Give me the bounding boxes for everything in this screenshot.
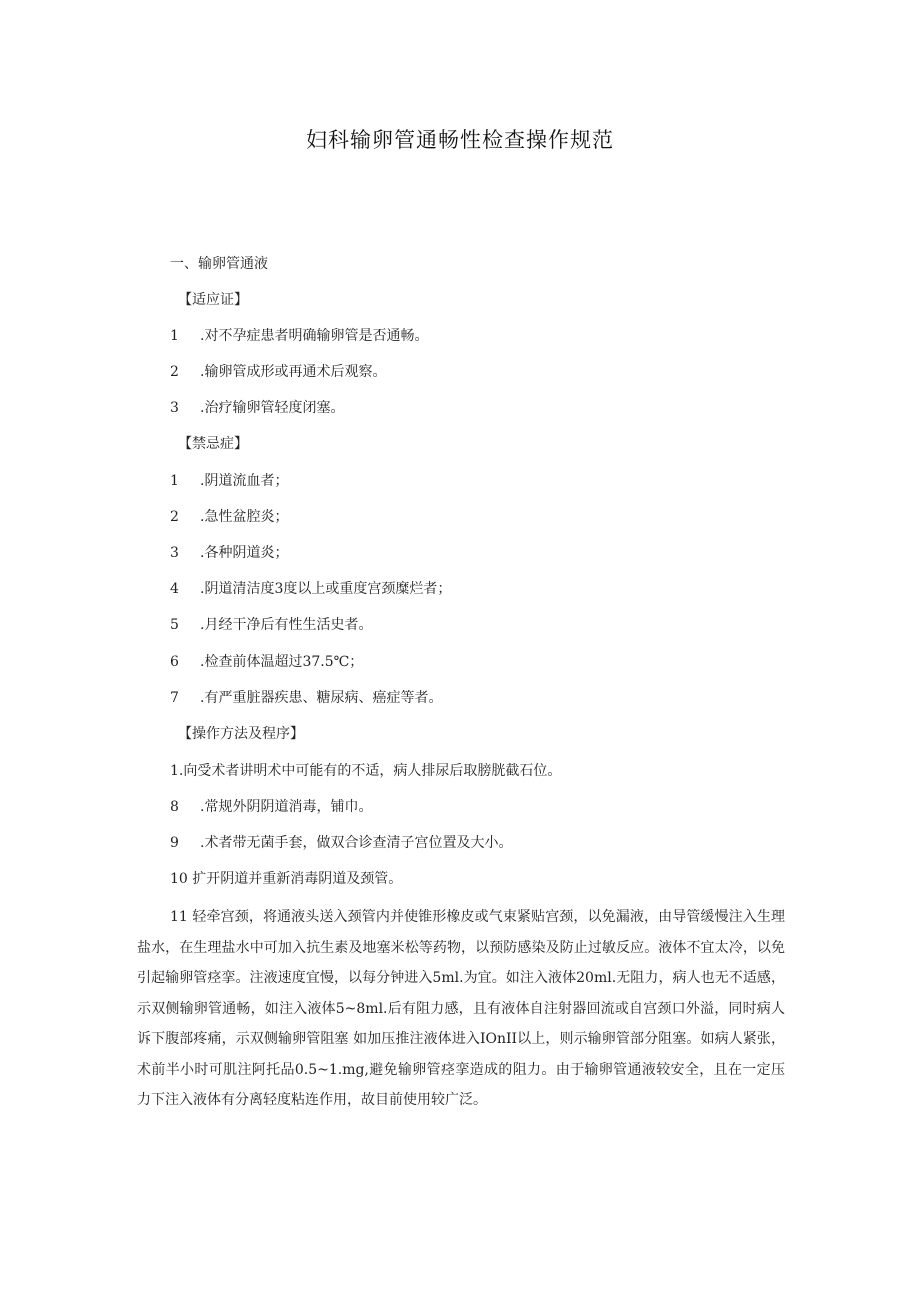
item-number: 3 <box>170 400 179 416</box>
item-number: 2 <box>170 364 179 380</box>
procedure-step: 1.向受术者讲明术中可能有的不适，病人排尿后取膀胱截石位。 <box>170 763 562 779</box>
list-item <box>170 542 288 562</box>
item-text: .检查前体温超过37.5℃； <box>200 654 364 670</box>
item-text: .阴道流血者； <box>200 473 289 489</box>
list-item <box>170 796 372 816</box>
item-text: .有严重脏器疾患、糖尿病、癌症等者。 <box>200 690 443 706</box>
procedure-header: 【操作方法及程序】 <box>178 726 304 742</box>
item-number: 8 <box>170 799 179 815</box>
item-number: 5 <box>170 617 179 633</box>
list-item <box>170 651 363 671</box>
list-item <box>170 325 428 345</box>
item-number: 6 <box>170 654 179 670</box>
item-text: .治疗输卵管轻度闭塞。 <box>200 400 345 416</box>
list-item <box>170 578 451 598</box>
item-text: .对不孕症患者明确输卵管是否通畅。 <box>200 328 429 344</box>
item-text: .术者带无菌手套，做双合诊查清子宫位置及大小。 <box>200 835 513 851</box>
list-item <box>170 361 386 381</box>
item-number: 1 <box>170 473 179 489</box>
list-item <box>170 397 344 417</box>
item-number: 4 <box>170 581 179 597</box>
item-number: 2 <box>170 509 179 525</box>
list-item <box>170 687 442 707</box>
page-title: 妇科输卵管通畅性检查操作规范 <box>306 128 614 152</box>
list-item <box>170 832 512 852</box>
item-text: .阴道清洁度3度以上或重度宫颈糜烂者； <box>200 581 452 597</box>
indications-header: 【适应证】 <box>178 292 248 308</box>
section-heading: 一、输卵管通液 <box>170 256 268 272</box>
item-number: 7 <box>170 690 179 706</box>
procedure-step: 10 扩开阴道并重新消毒阴道及颈管。 <box>170 871 403 887</box>
item-text: .急性盆腔炎； <box>200 509 289 525</box>
item-text: .常规外阴阴道消毒，铺巾。 <box>200 799 373 815</box>
item-text: .各种阴道炎； <box>200 545 289 561</box>
item-number: 1 <box>170 328 179 344</box>
list-item <box>170 506 288 526</box>
item-text: .月经干净后有性生活史者。 <box>200 617 373 633</box>
item-number: 9 <box>170 835 179 851</box>
item-text: .输卵管成形或再通术后观察。 <box>200 364 387 380</box>
list-item <box>170 470 288 490</box>
contraindications-header: 【禁忌症】 <box>178 436 248 452</box>
list-item <box>170 614 372 634</box>
procedure-paragraph: 11 轻牵宫颈，将通液头送入颈管内并使锥形橡皮或气束紧贴宫颈，以免漏液，由导管缓慢注入生理盐水，在生理盐水中可加入抗生素及地塞米松等药物，以预防感染及防止过敏反应。液体不宜太冷，以免引起输卵管痉挛。注液速度宜慢，以每分钟进入5ml.为宜。如注入液体20ml.无阻力，病人也无不适感，示双侧输卵管通畅，如注入液体5~8ml.后有阻力感，且有液体自注射器回流或自宫颈口外溢，同时病人诉下腹部疼痛，示双侧输卵管阻塞 如加压推注液体进入IOnII以上，则示输卵管部分阻塞。如病人紧张，术前半小时可肌注阿托品0.5~1.mg,避免输卵管痉挛造成的阻力。由于输卵管通液较安全，且在一定压力下注入液体有分离轻度粘连作用，故目前使用较广泛。 <box>137 909 785 1108</box>
item-number: 3 <box>170 545 179 561</box>
